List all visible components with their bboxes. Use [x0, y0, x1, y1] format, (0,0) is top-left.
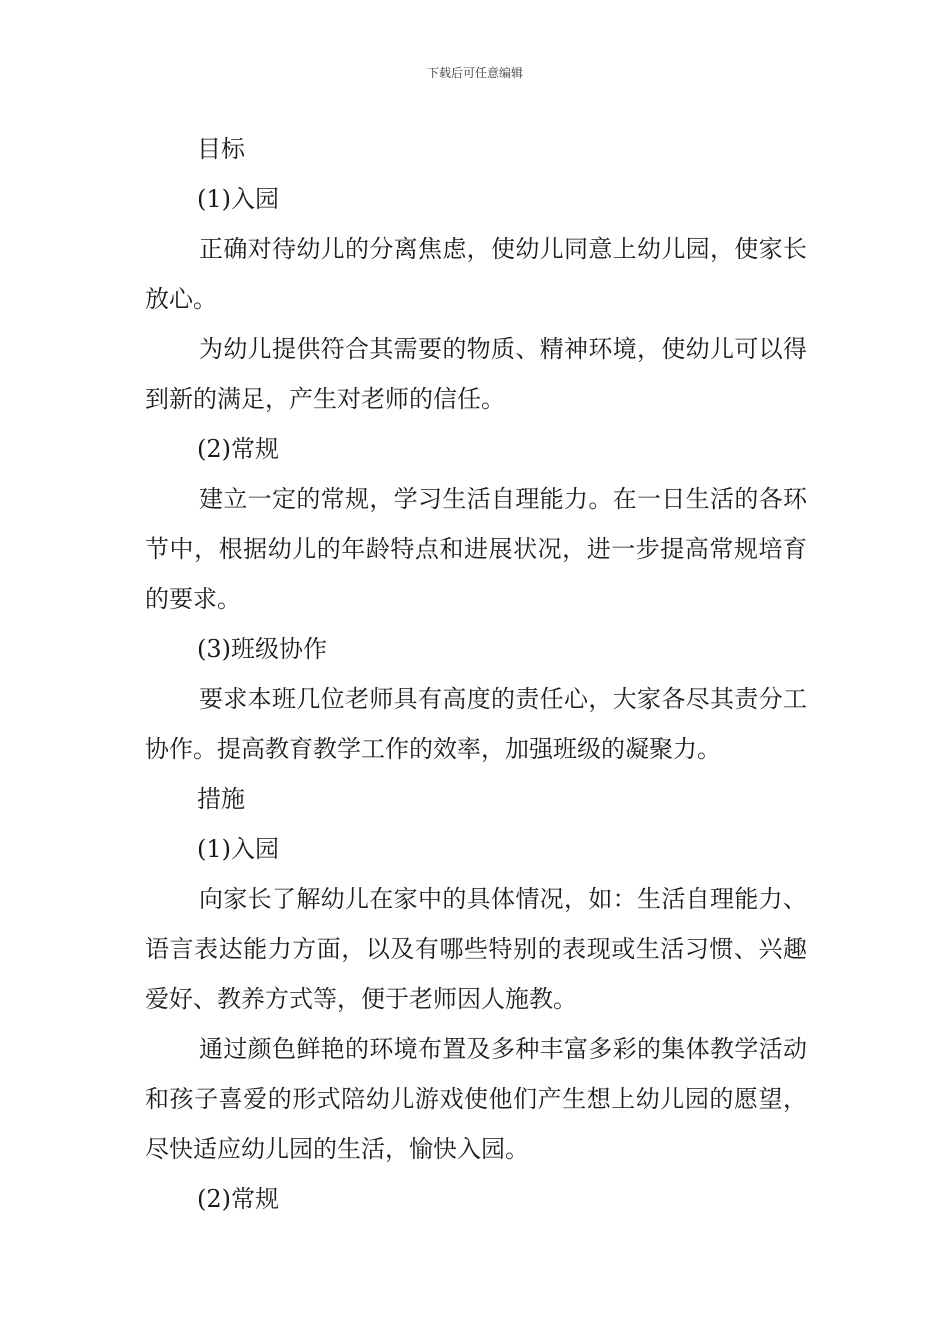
- section-heading-measures: 措施: [197, 785, 245, 813]
- document-body: [145, 124, 807, 1224]
- subheading-routine: (2)常规: [197, 435, 279, 463]
- body-paragraph: 要求本班几位老师具有高度的责任心，大家各尽其责分工协作。提高教育教学工作的效率，加强班级的凝聚力。: [145, 685, 807, 763]
- body-paragraph: 建立一定的常规，学习生活自理能力。在一日生活的各环节中，根据幼儿的年龄特点和进展状况，进一步提高常规培育的要求。: [145, 485, 807, 613]
- subheading-enrollment: (1)入园: [197, 835, 279, 863]
- body-paragraph: 为幼儿提供符合其需要的物质、精神环境，使幼儿可以得到新的满足，产生对老师的信任。: [145, 335, 807, 413]
- body-paragraph: 向家长了解幼儿在家中的具体情况，如：生活自理能力、语言表达能力方面，以及有哪些特别的表现或生活习惯、兴趣爱好、教养方式等，便于老师因人施教。: [145, 885, 807, 1013]
- subheading-routine: (2)常规: [197, 1185, 279, 1213]
- subheading-class-cooperation: (3)班级协作: [197, 635, 327, 663]
- body-paragraph: 正确对待幼儿的分离焦虑，使幼儿同意上幼儿园，使家长放心。: [145, 235, 807, 313]
- page-header: 下载后可任意编辑: [426, 66, 523, 80]
- section-heading-goals: 目标: [197, 135, 245, 163]
- subheading-enrollment: (1)入园: [197, 185, 279, 213]
- body-paragraph: 通过颜色鲜艳的环境布置及多种丰富多彩的集体教学活动和孩子喜爱的形式陪幼儿游戏使他们产生想上幼儿园的愿望，尽快适应幼儿园的生活，愉快入园。: [145, 1035, 807, 1163]
